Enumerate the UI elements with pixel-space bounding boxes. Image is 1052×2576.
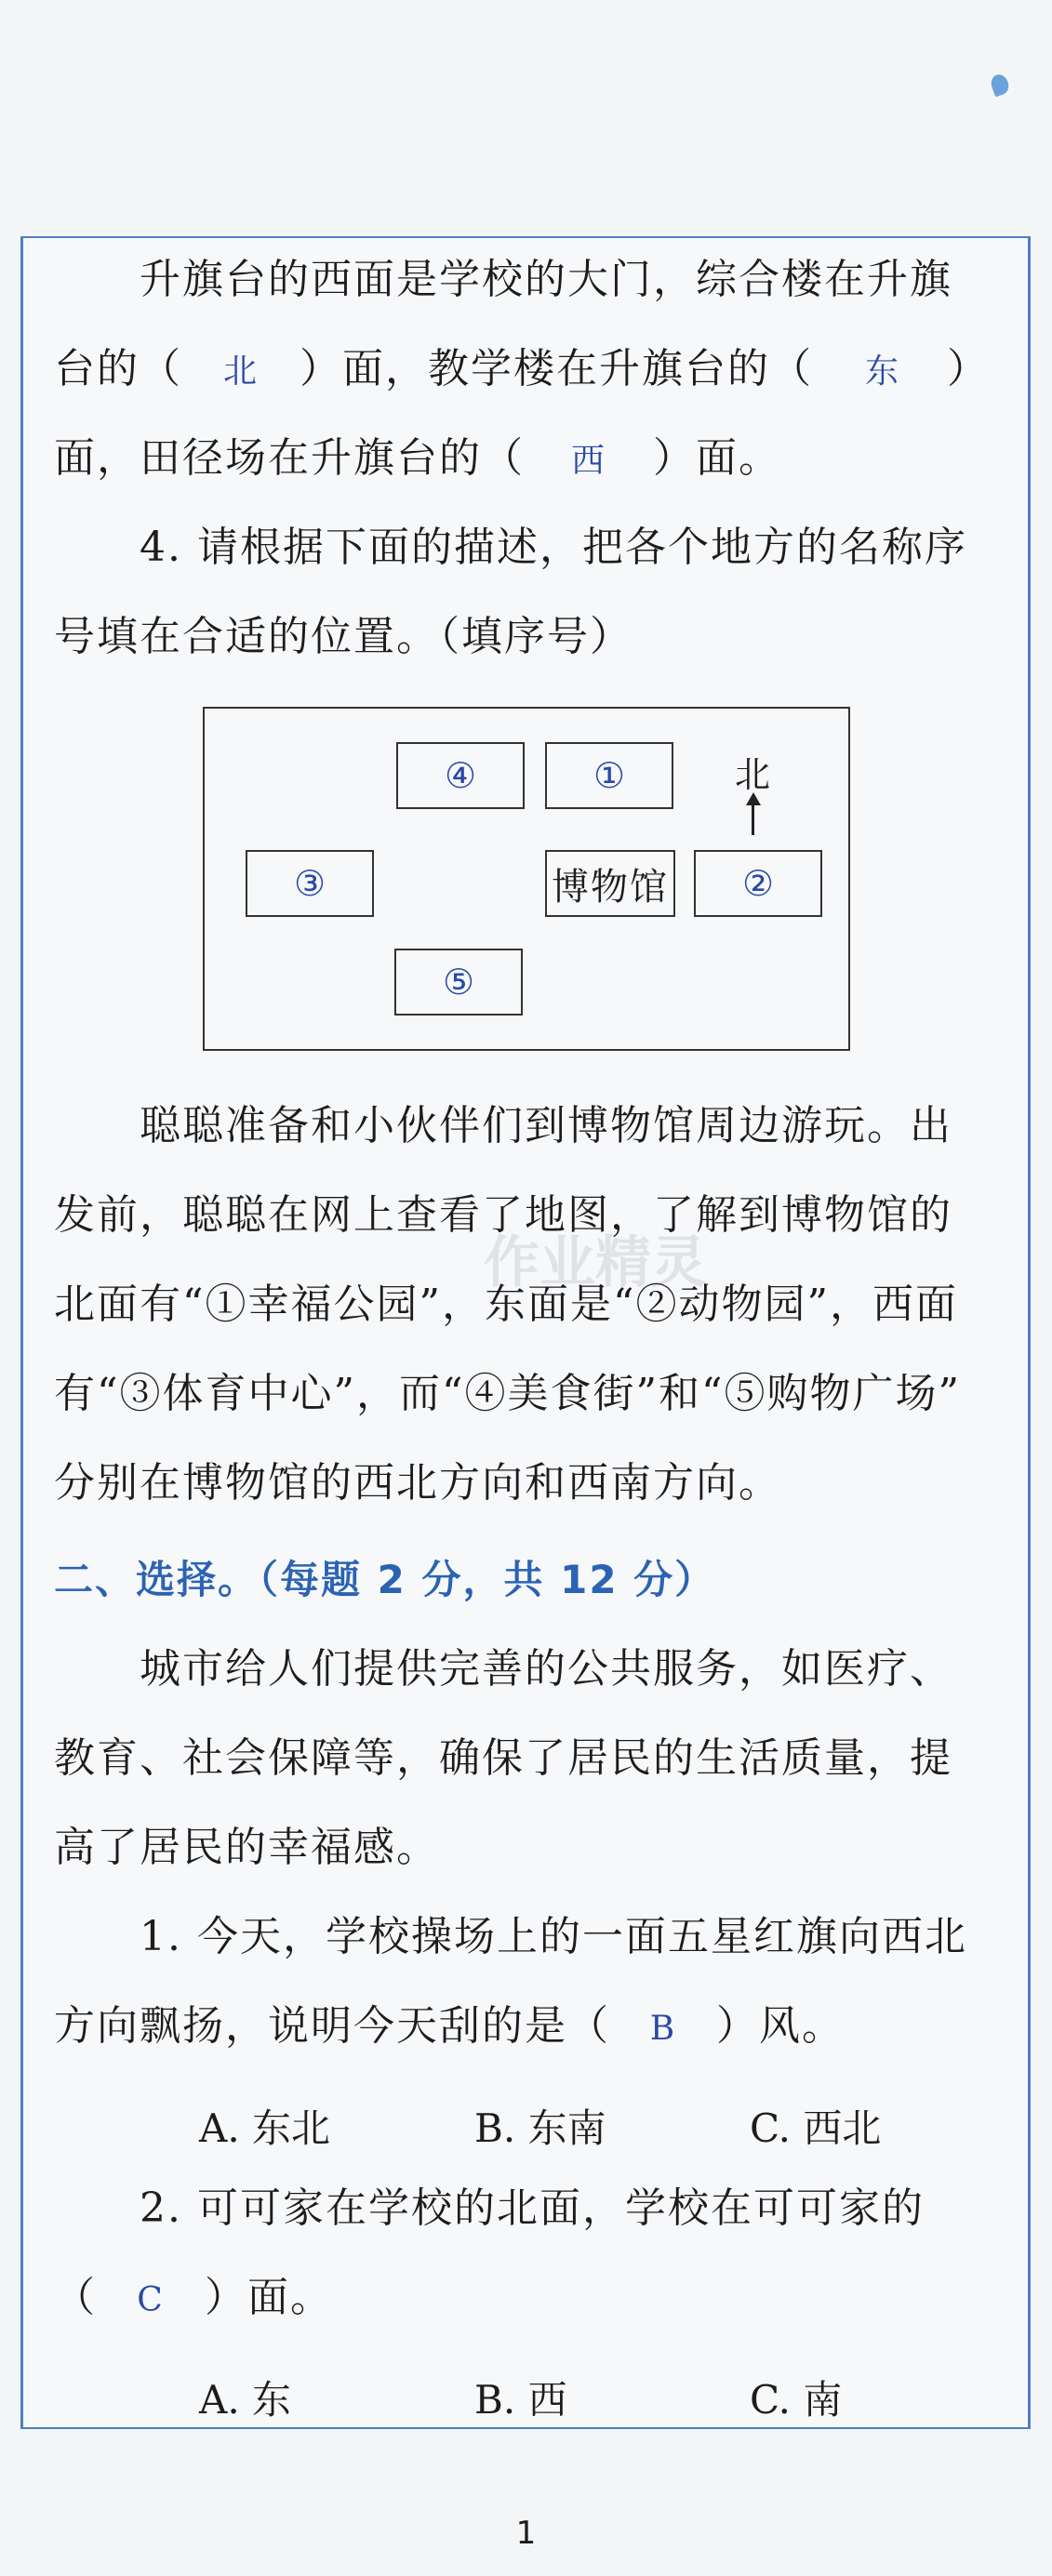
story-line-4: 有“③体育中心”，而“④美食街”和“⑤购物广场” [54,1370,961,1417]
text-fragment: ） [947,345,990,392]
story-line-2: 发前，聪聪在网上查看了地图，了解到博物馆的 [54,1191,952,1239]
north-arrow-shaft [752,803,754,835]
answer-east: 东 [864,352,900,391]
direction-line-2 [54,345,1003,393]
q1-answer: B [649,2010,677,2048]
q4-line-2: 号填在合适的位置。（填序号） [54,613,633,660]
story-line-5: 分别在博物馆的西北方向和西南方向。 [54,1459,781,1507]
text-fragment: ）面。 [653,434,781,482]
map-cell-northwest: ④ [396,742,525,809]
map-cell-north: ① [545,742,673,809]
section-2-intro-3: 高了居民的幸福感。 [54,1824,439,1871]
text-fragment: ）风。 [716,2002,845,2050]
q2-option-a: A. 东 [199,2377,292,2423]
q1-option-c: C. 西北 [750,2105,882,2151]
watermark: 作业精灵 [484,1230,707,1295]
text-fragment: 方向飘扬，说明今天刮的是（ [54,2002,610,2050]
story-line-3: 北面有“①幸福公园”，东面是“②动物园”，西面 [54,1281,958,1328]
map-cell-southwest: ⑤ [394,949,523,1016]
corner-dot-icon [989,73,1011,98]
page-number: 1 [515,2515,537,2552]
map-cell-museum: 博物馆 [545,850,675,917]
story-line-1: 聪聪准备和小伙伴们到博物馆周边游玩。出 [140,1102,952,1149]
q2-line-1: 2. 可可家在学校的北面，学校在可可家的 [140,2184,925,2232]
q2-option-b: B. 西 [474,2377,567,2423]
north-label: 北 [735,754,771,795]
text-fragment: ）面，教学楼在升旗台的（ [300,345,813,392]
text-fragment: 台的（ [54,345,182,392]
q2-option-c: C. 南 [750,2377,843,2423]
answer-west: 西 [570,442,606,480]
answer-north: 北 [222,352,259,391]
q1-option-b: B. 东南 [474,2105,606,2151]
section-2-intro-2: 教育、社会保障等，确保了居民的生活质量，提 [54,1734,952,1782]
map-cell-west: ③ [246,850,374,917]
q4-line-1: 4. 请根据下面的描述，把各个地方的名称序 [140,524,967,571]
section-2-intro-1: 城市给人们提供完善的公共服务，如医疗、 [140,1645,952,1693]
section-2-heading: 二、选择。（每题 2 分，共 12 分） [54,1557,716,1602]
q1-option-a: A. 东北 [199,2105,331,2151]
q1-line-2 [54,2002,1003,2051]
q1-line-1: 1. 今天，学校操场上的一面五星红旗向西北 [140,1913,967,1960]
direction-line-1: 升旗台的西面是学校的大门，综合楼在升旗 [140,256,952,303]
map-cell-east: ② [694,850,822,917]
text-fragment: ）面。 [205,2274,333,2321]
q2-answer: C [137,2281,165,2319]
museum-map [203,707,850,1051]
text-fragment: 面，田径场在升旗台的（ [54,434,525,482]
direction-line-3 [54,434,1003,483]
text-fragment: （ [54,2274,97,2321]
q2-line-2 [54,2274,1003,2322]
